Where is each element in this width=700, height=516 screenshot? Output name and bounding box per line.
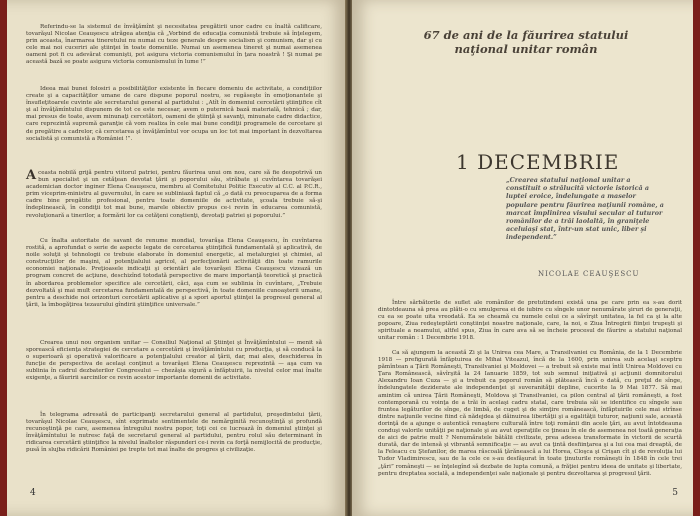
left-paragraph-2: Ideea mai bunei folosiri a posibilităţilor existente în fiecare domeniu de activitate, a condiţiilor create şi a capacităţilor umane de care dispune poporul nostru, se regăseşte în emoţionantele şi însufleţitoarele cuvinte ale secretarului general al partidului : „Atît în domeniul cercetării ştiinţifice cît şi al învăţămîntului dispunem de tot ce este necesar, avem o puternică bază materială, tehnică ; dar, mai presus de toate, avem minunaţi cercetători, oameni de ştiinţă şi savanţi, minunate cadre didactice, care reprezintă supremă garanţie că vom realiza în cele mai bune condiţii programele de cercetare şi de pregătire a cadrelor, că cercetarea şi învăţămîntul vor ocupa un loc tot mai important în dezvoltarea socialistă şi comunistă a României !”.: [26, 86, 322, 142]
left-page: [0, 0, 346, 516]
drop-cap: A: [26, 168, 37, 183]
left-binding-edge: [0, 0, 7, 516]
page-number-left: 4: [30, 488, 36, 498]
left-paragraph-3: ceasta nobilă grijă pentru viitorul patriei, pentru făurirea unui om nou, care să fie deopotrivă un bun specialist şi un cetăţean devotat ţării şi poporului său, străbate şi cuvîntarea tovarăşei academician doctor inginer Elena Ceauşescu, membru al Comitetului Politic Executiv al C.C. al P.C.R., prim viceprim-ministru al guvernului, în care se subliniază faptul că „o dată cu preocuparea de a forma cadre bine pregătite profesional, pentru toate domeniile de activitate, şcoala trebuie să-şi îndeplinească, în condiţii tot mai bune, marele obiectiv propus ce-i revin în educarea comunistă, revoluţionară a tinerilor, a formării lor ca cetăţeni conştienţi, devotaţi patriei şi poporului.”: [26, 170, 322, 219]
left-paragraph-6: În telegrama adresată de participanţi secretarului general al partidului, preşedintelui ţării, tovarăşul Nicolae Ceauşescu, sînt exprimate sentimentele de nemărginită recunoştinţă şi profundă recunoştinţă pe care, asemenea întregului nostru popor, toţi cei ce lucrează în domeniul ştiinţei şi învăţămîntului le nutresc faţă de secretarul general al partidului, pentru rolul său determinant în ridicarea cercetării ştiinţifice la nivelul înaltelor răspunderi ce-i revin ca forţă nemijlocită de producţie, pusă în slujba ridicării României pe trepte tot mai înalte de progres şi civilizaţie.: [26, 412, 322, 454]
left-paragraph-3-wrap: [26, 170, 322, 220]
page-number-right: 5: [672, 488, 678, 498]
left-paragraph-4: Cu înalta autoritate de savant de renume mondial, tovarăşa Elena Ceauşescu, în cuvîntarea rostită, a aprofundat o serie de aspecte legate de cercetarea ştiinţifică fundamentală şi aplicativă, de noile soluţii şi tehnologii ce trebuie elaborate în domeniul energetic, al metalurgiei şi chimiei, al construcţiilor de maşini, al potenţialului agricol, al perfecţionării activităţii din toate ramurile economiei naţionale. Preţioasele indicaţii şi orientări ale tovarăşei Elena Ceauşescu vizează un program concret de acţiune, deschizînd totodată perspective de mare importanţă teoretică şi practică în abordarea problemelor specifice ale cercetării, căci, aşa cum se sublinia în cuvîntare, „Trebuie dezvoltată şi mai mult cercetarea fundamentală de perspectivă, în toate domeniile cunoaşterii umane, pentru a deschide noi orizonturi cercetării aplicative şi a spori aportul ştiinţei la progresul general al ţării, la îmbogăţirea tezaurului gîndirii ştiinţifice universale.”: [26, 238, 322, 308]
article-heading: 1 DECEMBRIE: [456, 150, 620, 174]
epigraph-quote: „Crearea statului naţional unitar a constituit o strălucită victorie istorică a luptei eroice, îndelungate a maselor populare pentru făurirea naţiunii române, a marcat împlinirea visului secular al tuturor românilor de a trăi laolaltă, în graniţele aceluiaşi stat, într-un stat unic, liber şi independent.”: [506, 176, 664, 242]
epigraph-signature: NICOLAE CEAUŞESCU: [538, 270, 640, 278]
right-page: [352, 0, 700, 516]
left-paragraph-1: Referindu-se la sistemul de învăţămînt şi necesitatea pregătirii unor cadre cu înaltă calificare, tovarăşul Nicolae Ceauşescu atrăgea atenţia că „Vorbind de educaţia comunistă trebuie să înţelegem, prin aceasta, înarmarea tineretului nu numai cu teze generale despre socialism şi comunism, dar şi cu cele mai noi cuceriri ale ştiinţei în toate domeniile. Numai un asemenea tineret şi numai asemenea oameni pot fi cu adevărat comunişti, pot asigura victoria comunismului în ţara noastră ! Şi numai pe această bază se poate asigura victoria comunismului în lume !”: [26, 24, 322, 66]
left-paragraph-5: Crearea unui nou organism unitar — Consiliul Naţional al Ştiinţei şi Învăţămîntului — menit să sporească eficienţa strategiei de cercetare a cercetării şi învăţămîntului cu producţia, şi să conducă la o superioară şi operativă valorificare a potenţialului creator al ţării, dar, mai ales, deschiderea în funcţie de perspectiva de acelaşi conţinut a tovarăşei Elena Ceauşescu reprezintă — aşa cum va sublinia în cadrul dezbaterilor Congresului — chezăşia sigură a înfăptuirii, la nivelul celor mai înalte exigenţe, a făuririi sarcinilor ce revin acestor importante domenii de activitate.: [26, 340, 322, 382]
right-paragraph-2: Ca să ajungem la această Zi şi la Unirea cea Mare, a Transilvaniei cu România, de la 1 Decembrie 1918 — prefigurată înfăptuirea de Mihai Viteazul, încă de la 1600, prin unirea sub acelaşi sceptru pămîntean a Ţării Româneşti, Transilvaniei şi Moldovei — a trebuit să existe mai întîi Unirea Moldovei cu Ţara Românească, săvîrşită la 24 Ianuarie 1859, tot sub semnul iniţiativă şi acţiunii domnitorului Alexandru Ioan Cuza — şi a trebuit ca poporul român să plătească încă o dată, cu preţul de sînge, îndelungatele deziderate ale independenţei şi suveranităţii depline, cucerite la 9 Mai 1877. Să mai amintim că unirea Ţării Româneşti, Moldova şi Transilvaniei, ca pilon central al ţării româneşti, a fost contemporană cu voinţa de a trăi în acelaşi cadru statal, care trebuia săi se identifice cu sîngele sau fruntea legăturilor de sînge, de limbă, de cuget şi de simţire românească, înfăptuirile cele mai strînse dintre naţiunile vecine fiind că nădejdea şi dăinuirea libertăţii şi a egalităţii tuturor, naţiunii sale, această dorinţă de a ajunge o autentică renaştere culturală între toţi românii din acele ţări, au avut întotdeauna conduşi valorile unităţii pe naţionale şi au avut operaţiile ce ţineau în ele de asemenea noi toată generaţia de aici de patrie mult ? Nenumăratele bătălii civilizate, prea adesea transformate în victorii de scurtă durată, dar de intensă şi vibrantă semnificaţie — au avut ca ţintă desfiinţarea şi a lui cea mai dreaptă, de la Feleacu cu Ştefanilor, de marea răscoală ţărănească a lui Horea, Cloşca şi Crişan cît şi de revoluţia lui Tudor Vladimirescu, sau de la cele ce s-au desfăşurat în toate ţinuturile româneşti în 1848 în cele trei „ţări” româneşti — se înţelegînd să dezbate de lupta comună, a frăţiei pentru ideea de unitate şi libertate, pentru dreptatea socială, a independenţei sale naţionale şi pentru dezvoltarea şi progresul ţării.: [378, 350, 682, 477]
right-binding-edge: [693, 0, 700, 516]
right-paragraph-1: Între sărbătorile de suflet ale românilor de pretutindeni există una pe care prin ea s-au dorit dintotdeauna să prea au plăti-o cu smulgerea ei de iubire cu sîngele unor nenumărate şiruri de generaţii, cu ea se poate uita vreodată. Ea se cheamă cu numele celui ce a săvîrşit unitatea, la fel ca şi la alte popoare, Ziua redeşteptării conştiinţei noastre naţionale, care, la noi, e Ziua Întregirii fiinţei trupeşti şi spirituale a neamului, altfel spus, Ziua în care ava să se încheie procesul de făurire a statului naţional unitar român : 1 Decembrie 1918.: [378, 300, 682, 342]
article-title: 67 de ani de la făurirea statului naţional unitar român: [423, 28, 629, 56]
